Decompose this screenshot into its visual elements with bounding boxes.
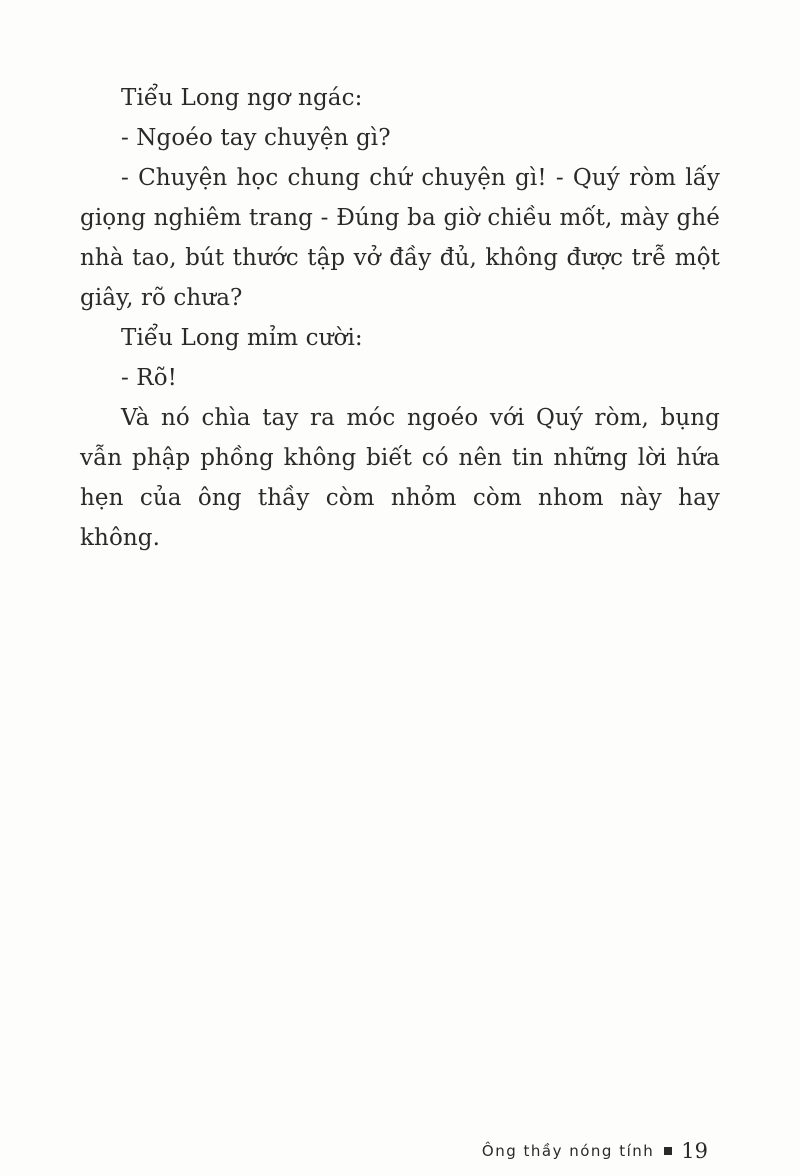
footer-book-title: Ông thầy nóng tính (481, 1142, 655, 1160)
page-number: 19 (681, 1139, 708, 1163)
paragraph-1: Tiểu Long ngơ ngác: (121, 85, 363, 111)
body-text (80, 78, 720, 558)
footer-separator-square-icon (664, 1147, 672, 1155)
paragraph-2: - Ngoéo tay chuyện gì? (121, 125, 391, 151)
paragraph-5: - Rõ! (121, 365, 177, 391)
paragraph-3: - Chuyện học chung chứ chuyện gì! - Quý ròm lấy giọng nghiêm trang - Đúng ba giờ chiều mốt, mày ghé nhà tao, bút thước tập vở đầy đủ, không được trễ một giây, rõ chưa? (80, 165, 720, 311)
paragraph-4: Tiểu Long mỉm cười: (121, 325, 363, 351)
running-footer (482, 1136, 708, 1166)
paragraph-6: Và nó chìa tay ra móc ngoéo với Quý ròm, bụng vẫn phập phồng không biết có nên tin những lời hứa hẹn của ông thầy còm nhỏm còm nhom này hay không. (80, 405, 720, 551)
